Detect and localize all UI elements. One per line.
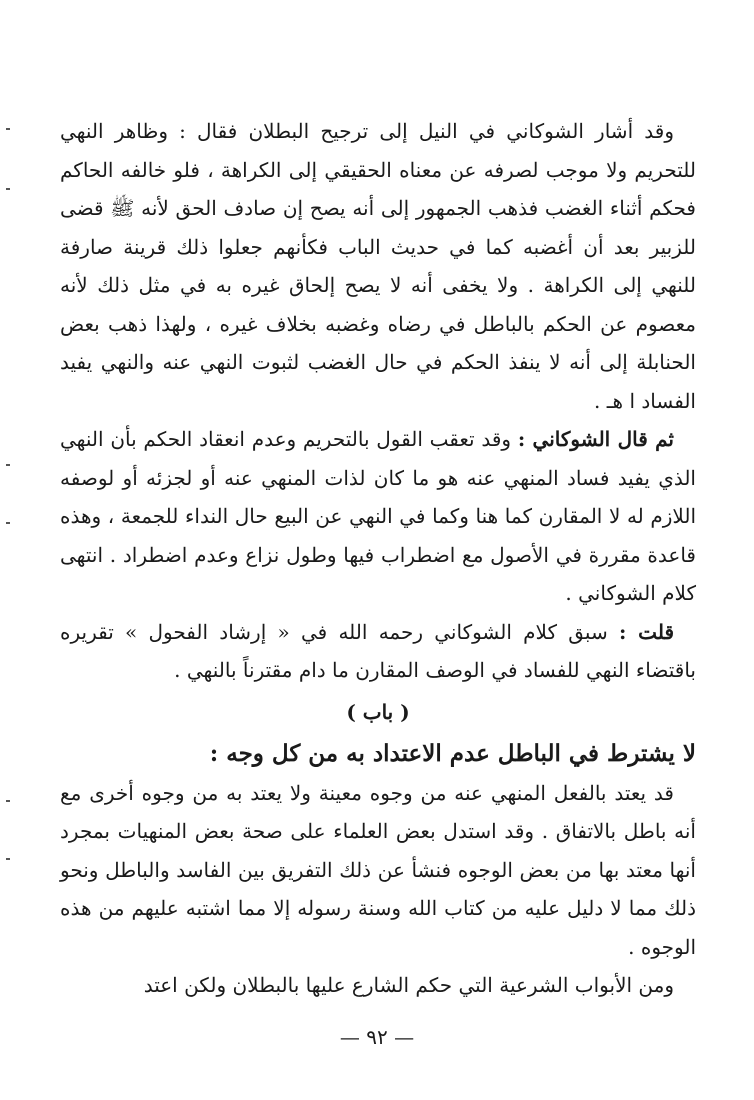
paragraph-text: سبق كلام الشوكاني رحمه الله في « إرشاد الفحول » تقريره باقتضاء النهي للفساد في الوصف المقارن ما دام مقترناً بالنهي . bbox=[60, 619, 696, 682]
paragraph-text: وقد تعقب القول بالتحريم وعدم انعقاد الحكم بأن النهي الذي يفيد فساد المنهي عنه هو ما كان لذات المنهي عنه أو لجزئه أو لوصفه اللازم له لا المقارن كما هنا وكما في النهي عن البيع حال النداء للجمعة ، وهذه قاعدة مقررة في الأصول مع اضطراب فيها وطول نزاع وعدم اضطراد . انتهى كلام الشوكاني . bbox=[60, 427, 696, 605]
paragraph-author-note bbox=[60, 613, 696, 690]
margin-mark bbox=[6, 522, 10, 524]
section-heading: لا يشترط في الباطل عدم الاعتداد به من كل وجه : bbox=[209, 739, 696, 767]
page-body bbox=[60, 112, 696, 1005]
paragraph-shawkani-rebuttal bbox=[60, 420, 696, 613]
paragraph-shawkani-nayl: وقد أشار الشوكاني في النيل إلى ترجيح البطلان فقال : وظاهر النهي للتحريم ولا موجب لصرفه عن معناه الحقيقي إلى الكراهة ، فلو خالفه الحاكم فحكم أثناء الغضب فذهب الجمهور إلى أنه يصح إن صادف الحق لأنه ﷺ قضى للزبير بعد أن أغضبه كما في حديث الباب فكأنهم جعلوا ذلك قرينة صارفة للنهي إلى الكراهة . ولا يخفى أنه لا يصح إلحاق غيره به في مثل ذلك لأنه معصوم عن الحكم بالباطل في رضاه وغضبه بخلاف غيره ، ولهذا ذهب بعض الحنابلة إلى أنه لا ينفذ الحكم في حال الغضب لثبوت النهي عنه والنهي يفيد الفساد ا هـ . bbox=[60, 119, 696, 413]
section-label: ( باب ) bbox=[346, 699, 410, 724]
margin-mark bbox=[6, 858, 10, 860]
paragraph-lead: قلت : bbox=[618, 619, 675, 644]
paragraph-partial-validity: قد يعتد بالفعل المنهي عنه من وجوه معينة ولا يعتد به من وجوه أخرى مع أنه باطل بالاتفاق . وقد استدل بعض العلماء على صحة بعض المنهيات بمجرد أنها معتد بها من بعض الوجوه فنشأ عن ذلك التفريق بين الفاسد والباطل ونحو ذلك مما لا دليل عليه من كتاب الله وسنة رسوله إلا مما اشتبه عليهم من هذه الوجوه . bbox=[60, 780, 696, 959]
paragraph-continuation: ومن الأبواب الشرعية التي حكم الشارع عليها بالبطلان ولكن اعتد bbox=[143, 973, 674, 997]
margin-mark bbox=[6, 464, 10, 466]
margin-mark bbox=[6, 800, 10, 802]
margin-mark bbox=[6, 128, 10, 130]
margin-mark bbox=[6, 188, 10, 190]
page-number: — ٩٢ — bbox=[339, 1025, 415, 1049]
paragraph-lead: ثم قال الشوكاني : bbox=[517, 427, 674, 451]
